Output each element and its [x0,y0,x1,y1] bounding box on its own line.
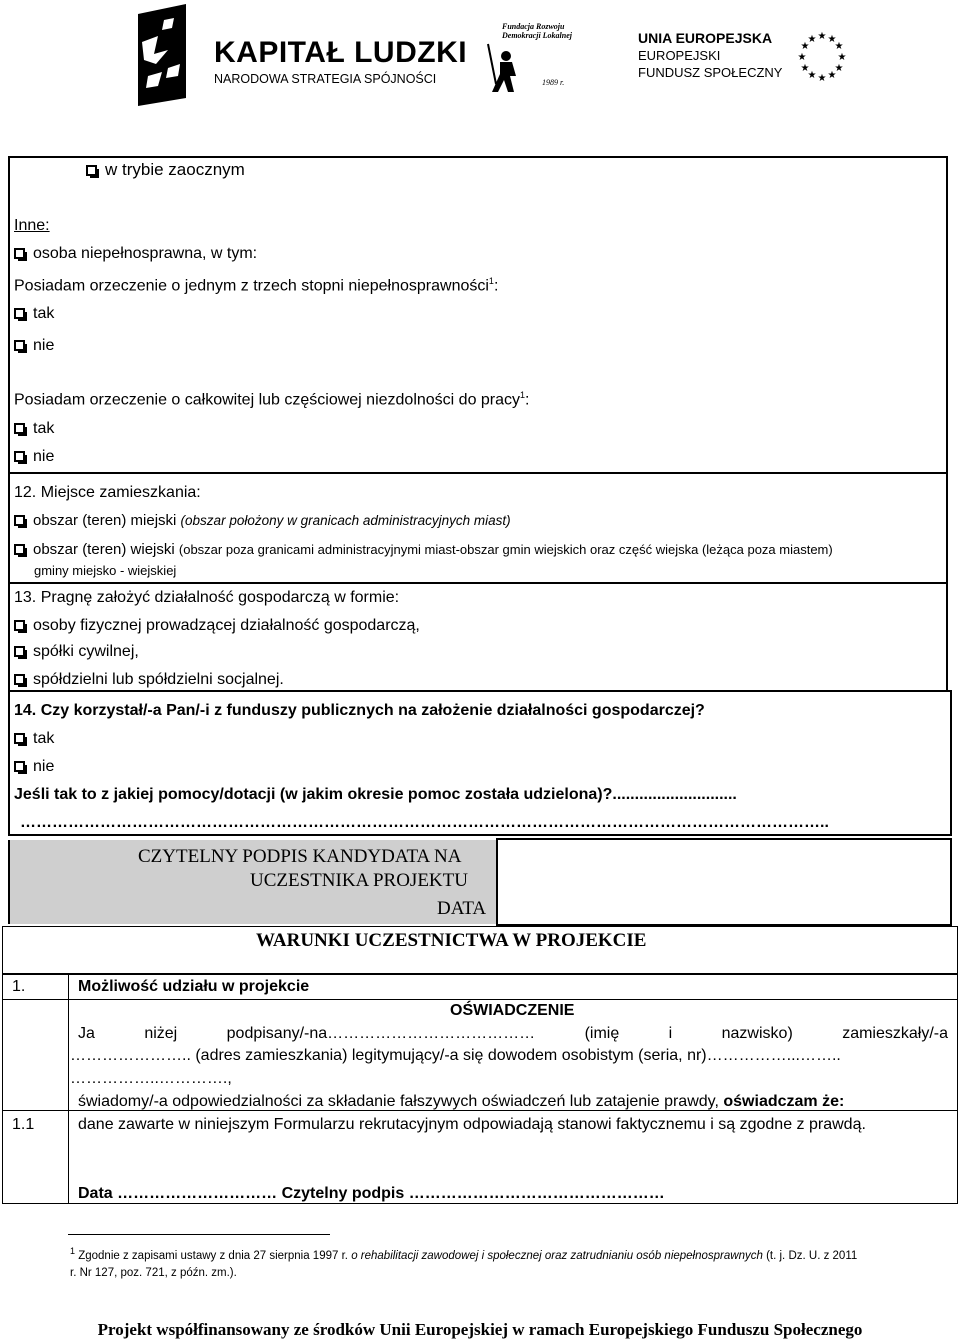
footnote-text-end: (t. j. Dz. U. z 2011 [766,1249,858,1262]
q14-label: 14. Czy korzystał/-a Pan/-i z funduszy publicznych na założenie działalności gospodarczej? [14,702,705,719]
logo3-line2: EUROPEJSKI [638,48,721,63]
cert2-option-no[interactable] [14,448,54,466]
cert2-label-text: Posiadam orzeczenie o całkowitej lub częściowej niezdolności do pracy [14,391,521,409]
statement-title: OŚWIADCZENIE [450,1002,575,1019]
row1-num: 1. [12,978,26,995]
svg-text:★: ★ [800,41,810,52]
option-label: spółdzielni lub spółdzielni socjalnej. [33,671,284,688]
svg-text:★: ★ [797,52,807,63]
checkbox-icon[interactable] [14,544,25,555]
col-divider-2 [68,999,69,1111]
date-label: DATA [437,898,487,919]
statement-line1: Ja niżej podpisany/-na………………………………… (imię i nazwisko) zamieszkały/-a [78,1025,948,1042]
cert1-option-yes[interactable] [14,305,54,323]
svg-text:★: ★ [834,63,844,74]
form-frame-upper [8,156,948,474]
svg-text:★: ★ [827,70,837,81]
mode-option-label: w trybie zaocznym [105,160,245,179]
footnote-text: Zgodnie z zapisami ustawy z dnia 27 sierpnia 1997 r. [78,1249,348,1262]
logo3-line3: FUNDUSZ SPOŁECZNY [638,65,783,80]
option-label: tak [33,420,55,437]
svg-text:★: ★ [807,70,817,81]
signature-field[interactable] [496,838,952,926]
walking-figure-icon [486,34,526,94]
q14-followup[interactable]: Jeśli tak to z jakiej pomocy/dotacji (w jakim okresie pomoc została udzielona)?............................ [14,786,737,803]
cert2-option-yes[interactable] [14,420,54,438]
svg-text:★: ★ [834,41,844,52]
logo2-year: 1989 r. [542,78,565,87]
footnote-text-line2: r. Nr 127, poz. 721, z późn. zm.). [70,1266,237,1279]
checkbox-icon[interactable] [86,165,97,176]
q14-option-no[interactable] [14,758,54,776]
footnote-ref: 1 [488,276,494,286]
cert2-label: Posiadam orzeczenie o całkowitej lub częściowej niezdolności do pracy$^1$: [14,390,530,409]
q14-dots[interactable]: …………………………………………………………………………………………………………………………………….. [20,814,829,831]
logo1-subtitle: NARODOWA STRATEGIA SPÓJNOŚCI [214,72,437,86]
col-divider-3 [68,1110,69,1204]
q13-option-2[interactable] [14,643,139,661]
q12-urban-note: (obszar położony w granicach administracyjnych miast) [180,513,511,528]
disabled-option-label: osoba niepełnosprawna, w tym: [33,245,258,262]
checkbox-icon[interactable] [14,761,25,772]
logo3-line1: UNIA EUROPEJSKA [638,30,773,46]
q12-rural-note-line2: gminy miejsko - wiejskiej [34,563,177,578]
footer-text: Projekt współfinansowany ze środków Unii Europejskiej w ramach Europejskiego Funduszu Społecznego [97,1320,863,1339]
checkbox-icon[interactable] [14,248,25,259]
option-label: spółki cywilnej, [33,643,139,660]
eu-stars-icon [796,30,848,82]
checkbox-icon[interactable] [14,423,25,434]
date-signature-line[interactable]: Data ………………………… Czytelny podpis ………………………………………… [78,1185,665,1202]
checkbox-icon[interactable] [14,646,25,657]
option-label: tak [33,305,55,322]
checkbox-icon[interactable] [14,308,25,319]
q14-option-yes[interactable] [14,730,54,748]
statement-line4-text: świadomy/-a odpowiedzialności za składanie fałszywych oświadczeń lub zatajenie prawdy, [78,1093,719,1110]
checkbox-icon[interactable] [14,733,25,744]
statement-line3: ……………..…………., [70,1070,232,1087]
col-divider-1 [68,974,69,1000]
row11-num: 1.1 [12,1116,35,1133]
cert1-label-text: Posiadam orzeczenie o jednym z trzech stopni niepełnosprawności [14,277,489,295]
svg-text:★: ★ [800,63,810,74]
cert1-label: Posiadam orzeczenie o jednym z trzech stopni niepełnosprawności$^1$: [14,276,499,295]
logo2-text: Fundacja Rozwoju Demokracji Lokalnej [502,22,572,40]
other-heading: Inne: [14,217,50,234]
cert1-option-no[interactable] [14,337,54,355]
q12-rural-note: (obszar poza granicami administracyjnymi miast-obszar gmin wiejskich oraz część wiejska (leżąca poza miastem) [178,542,833,557]
q12-urban-label: obszar (teren) miejski [33,512,177,529]
svg-text:★: ★ [837,52,847,63]
q12-urban-option[interactable] [14,512,511,529]
footnote [70,1243,950,1282]
row11-text: dane zawarte w niniejszym Formularzu rekrutacyjnym odpowiadają stanowi faktycznemu i są zgodne z prawdą. [78,1116,866,1133]
logo-frdl [486,22,576,92]
checkbox-icon[interactable] [14,674,25,685]
option-label: nie [33,337,55,354]
statement-line4 [78,1093,844,1111]
svg-text:★: ★ [817,31,827,42]
checkbox-icon[interactable] [14,620,25,631]
q13-option-3[interactable] [14,671,284,689]
q13-option-1[interactable] [14,617,420,635]
mode-option[interactable] [86,160,245,180]
statement-line4-bold: oświadczam że: [723,1093,845,1110]
logo1-title: KAPITAŁ LUDZKI [214,36,468,69]
footnote-ref: 1 [520,390,526,400]
q13-label: 13. Pragnę założyć działalność gospodarczą w formie: [14,589,400,606]
conditions-title: WARUNKI UCZESTNICTWA W PROJEKCIE [256,930,647,951]
footnote-number: 1 [70,1246,76,1256]
svg-text:★: ★ [807,34,817,45]
option-label: nie [33,758,55,775]
svg-text:★: ★ [827,34,837,45]
checkbox-icon[interactable] [14,515,25,526]
disabled-option[interactable] [14,245,257,263]
q12-label: 12. Miejsce zamieszkania: [14,484,201,501]
checkbox-icon[interactable] [14,340,25,351]
kapital-ludzki-emblem-icon [128,2,192,106]
row1-text: Możliwość udziału w projekcie [78,978,310,995]
signature-label-line1: CZYTELNY PODPIS KANDYDATA NA [138,846,462,867]
q12-rural-option[interactable] [14,541,833,558]
option-label: nie [33,448,55,465]
q12-rural-label: obszar (teren) wiejski [33,541,175,558]
footnote-separator [68,1234,330,1235]
option-label: osoby fizycznej prowadzącej działalność gospodarczą, [33,617,420,634]
footnote-act-title: o rehabilitacji zawodowej i społecznej oraz zatrudnianiu osób niepełnosprawnych [351,1249,763,1262]
svg-text:★: ★ [817,73,827,82]
checkbox-icon[interactable] [14,451,25,462]
statement-line2: ………………….. (adres zamieszkania) legitymujący/-a się dowodem osobistym (seria, nr)……………...…….. [70,1047,841,1064]
signature-label-line2: UCZESTNIKA PROJEKTU [250,870,468,891]
option-label: tak [33,730,55,747]
logo-ue-efs [638,28,848,88]
logo-kapital-ludzki [128,2,468,108]
